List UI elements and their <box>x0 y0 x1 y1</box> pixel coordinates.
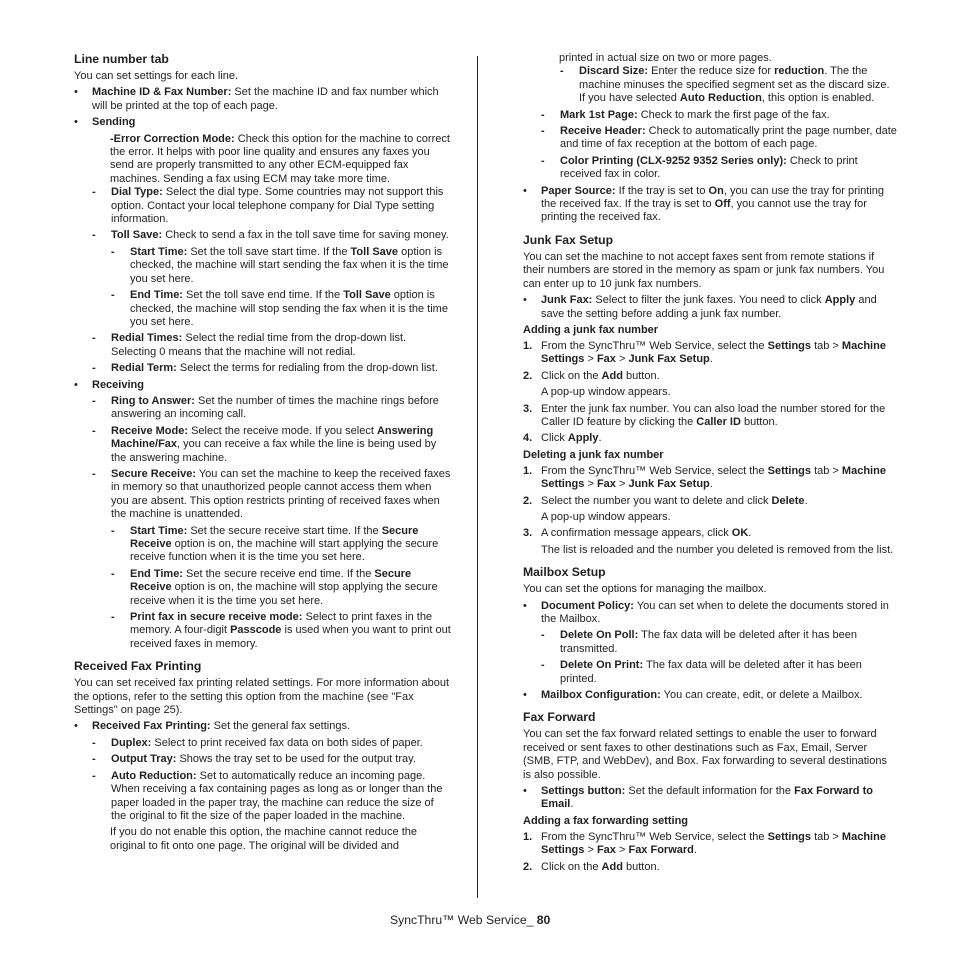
list-item-sending: • Sending <box>74 116 452 129</box>
ecm-option: -Error Correction Mode: Check this option for the machine to correct the error. It helps with poor line quality and ensures any faxes you send are properly transmitted to any other ECM-equipped fax machines. Sending a fax using ECM may take more time. <box>110 132 450 185</box>
receive-header-option: - Receive Header: Check to automatically print the page number, date and time of fax reception at the bottom of each page. <box>541 125 897 152</box>
fwd-step-2: 2. Click on the Add button. <box>523 860 660 873</box>
page-footer <box>390 914 550 927</box>
step-2-note: A pop-up window appears. <box>541 386 671 399</box>
fwd-step-1: 1. From the SyncThru™ Web Service, select the Settings tab > Machine Settings > Fax > Fax Forward. <box>523 830 886 857</box>
del-step-3-note: The list is reloaded and the number you deleted is removed from the list. <box>541 543 894 556</box>
intro-text: You can set settings for each line. <box>74 70 239 82</box>
left-column <box>74 52 452 853</box>
list-item-receiving: • Receiving <box>74 379 452 392</box>
print-fax-secure-option: - Print fax in secure receive mode: Select to print faxes in the memory. A four-digit Passcode is used when you want to print out received faxes in memory. <box>111 611 452 651</box>
footer-title: SyncThru™ Web Service_ <box>390 913 534 927</box>
del-step-1: 1. From the SyncThru™ Web Service, select the Settings tab > Machine Settings > Fax > Junk Fax Setup. <box>523 464 886 491</box>
delete-on-poll-option: - Delete On Poll: The fax data will be deleted after it has been transmitted. <box>541 629 897 656</box>
list-item-junk-fax: • Junk Fax: Select to filter the junk faxes. You need to click Apply and save the setting before adding a junk fax number. <box>523 294 897 321</box>
section-title-junk-fax-setup: Junk Fax Setup <box>523 232 614 247</box>
section-title-received-fax-printing: Received Fax Printing <box>74 659 202 674</box>
section-title-line-number-tab: Line number tab <box>74 52 169 66</box>
list-item-machine-id: • Machine ID & Fax Number: Set the machine ID and fax number which will be printed at the top of each page. <box>74 86 452 113</box>
column-divider <box>477 56 478 898</box>
del-step-2: 2. Select the number you want to delete and click Delete. <box>523 494 808 507</box>
delete-on-print-option: - Delete On Print: The fax data will be deleted after it has been printed. <box>541 659 897 686</box>
redial-times-option: - Redial Times: Select the redial time from the drop-down list. Selecting 0 means that the machine will not redial. <box>92 332 452 359</box>
section-title-mailbox-setup: Mailbox Setup <box>523 565 606 580</box>
receive-mode-option: - Receive Mode: Select the receive mode. If you select Answering Machine/Fax, you can receive a fax while the line is being used by the answering machine. <box>92 425 452 465</box>
right-column <box>523 52 897 877</box>
auto-reduction-continued: printed in actual size on two or more pages. <box>559 52 772 64</box>
ring-to-answer-option: - Ring to Answer: Set the number of times the machine rings before answering an incoming call. <box>92 395 452 422</box>
secure-start-time-option: - Start Time: Set the secure receive start time. If the Secure Receive option is on, the machine will start applying the secure receive function when it is the time you set here. <box>111 525 452 565</box>
secure-end-time-option: - End Time: Set the secure receive end time. If the Secure Receive option is on, the machine will stop applying the secure receive when it is the time you set here. <box>111 568 452 608</box>
duplex-option: - Duplex: Select to print received fax data on both sides of paper. <box>92 737 452 750</box>
step-3: 3. Enter the junk fax number. You can also load the number stored for the Caller ID feature by clicking the Caller ID button. <box>523 402 886 428</box>
list-item-received-fax-printing: • Received Fax Printing: Set the general fax settings. <box>74 720 452 733</box>
section-title-fax-forward: Fax Forward <box>523 710 596 725</box>
subsection-deleting-junk-fax: Deleting a junk fax number <box>523 448 664 461</box>
mark-first-page-option: - Mark 1st Page: Check to mark the first page of the fax. <box>541 109 897 122</box>
secure-receive-option: - Secure Receive: You can set the machine to keep the received faxes in memory so that unauthorized people cannot access them when you are absent. This option restricts printing of received faxes when the machine is unattended. <box>92 468 452 522</box>
subsection-adding-junk-fax: Adding a junk fax number <box>523 323 659 336</box>
auto-reduction-option: - Auto Reduction: Set to automatically reduce an incoming page. When receiving a fax containing pages as long as or longer than the paper loaded in the paper tray, the machine can reduce the size of the original to fit the size of the paper loaded in the machine. <box>92 770 452 824</box>
subsection-adding-fax-forwarding: Adding a fax forwarding setting <box>523 814 689 827</box>
fax-forward-intro: You can set the fax forward related settings to enable the user to forward received or sent faxes to other destinations such as Fax, Email, Server (SMB, FTP, and WebDev), and Box. Fax forwarding to several destinations is also possible. <box>523 728 887 781</box>
redial-term-option: - Redial Term: Select the terms for redialing from the drop-down list. <box>92 362 452 375</box>
list-item-settings-button: • Settings button: Set the default information for the Fax Forward to Email. <box>523 785 897 812</box>
output-tray-option: - Output Tray: Shows the tray set to be used for the output tray. <box>92 753 452 766</box>
list-item-paper-source: • Paper Source: If the tray is set to On, you can use the tray for printing the received fax. If the tray is set to Off, you cannot use the tray for printing the received fax. <box>523 185 897 225</box>
step-2: 2. Click on the Add button. <box>523 369 660 382</box>
auto-reduction-note: If you do not enable this option, the machine cannot reduce the original to fit onto one page. The original will be divided and <box>110 826 417 852</box>
list-item-mailbox-configuration: • Mailbox Configuration: You can create, edit, or delete a Mailbox. <box>523 689 897 702</box>
step-1: 1. From the SyncThru™ Web Service, select the Settings tab > Machine Settings > Fax > Junk Fax Setup. <box>523 339 886 366</box>
color-printing-option: - Color Printing (CLX-9252 9352 Series only): Check to print received fax in color. <box>541 155 897 182</box>
del-step-2-note: A pop-up window appears. <box>541 510 671 523</box>
received-fax-intro: You can set received fax printing related settings. For more information about the options, refer to the setting this option from the machine (see "Fax Settings" on page 25). <box>74 677 450 717</box>
toll-save-option: - Toll Save: Check to send a fax in the toll save time for saving money. <box>92 229 452 242</box>
list-item-document-policy: • Document Policy: You can set when to delete the documents stored in the Mailbox. <box>523 600 897 627</box>
junk-fax-intro: You can set the machine to not accept faxes sent from remote stations if their numbers are stored in the memory as spam or junk fax numbers. You can enter up to 10 junk fax numbers. <box>523 250 885 290</box>
del-step-3: 3. A confirmation message appears, click OK. <box>523 527 752 540</box>
step-4: 4. Click Apply. <box>523 432 602 445</box>
toll-end-time-option: - End Time: Set the toll save end time. If the Toll Save option is checked, the machine will stop sending the fax when it is the time you set here. <box>111 289 452 329</box>
page-number: 80 <box>536 913 551 927</box>
mailbox-intro: You can set the options for managing the mailbox. <box>523 583 767 596</box>
discard-size-option: - Discard Size: Enter the reduce size for reduction. The the machine minuses the specified segment set as the discard size. If you have selected Auto Reduction, this option is enabled. <box>560 65 897 105</box>
toll-start-time-option: - Start Time: Set the toll save start time. If the Toll Save option is checked, the machine will start sending the fax when it is the time you set here. <box>111 246 452 286</box>
dial-type-option: - Dial Type: Select the dial type. Some countries may not support this option. Contact your local telephone company for Dial Type setting information. <box>92 186 452 226</box>
